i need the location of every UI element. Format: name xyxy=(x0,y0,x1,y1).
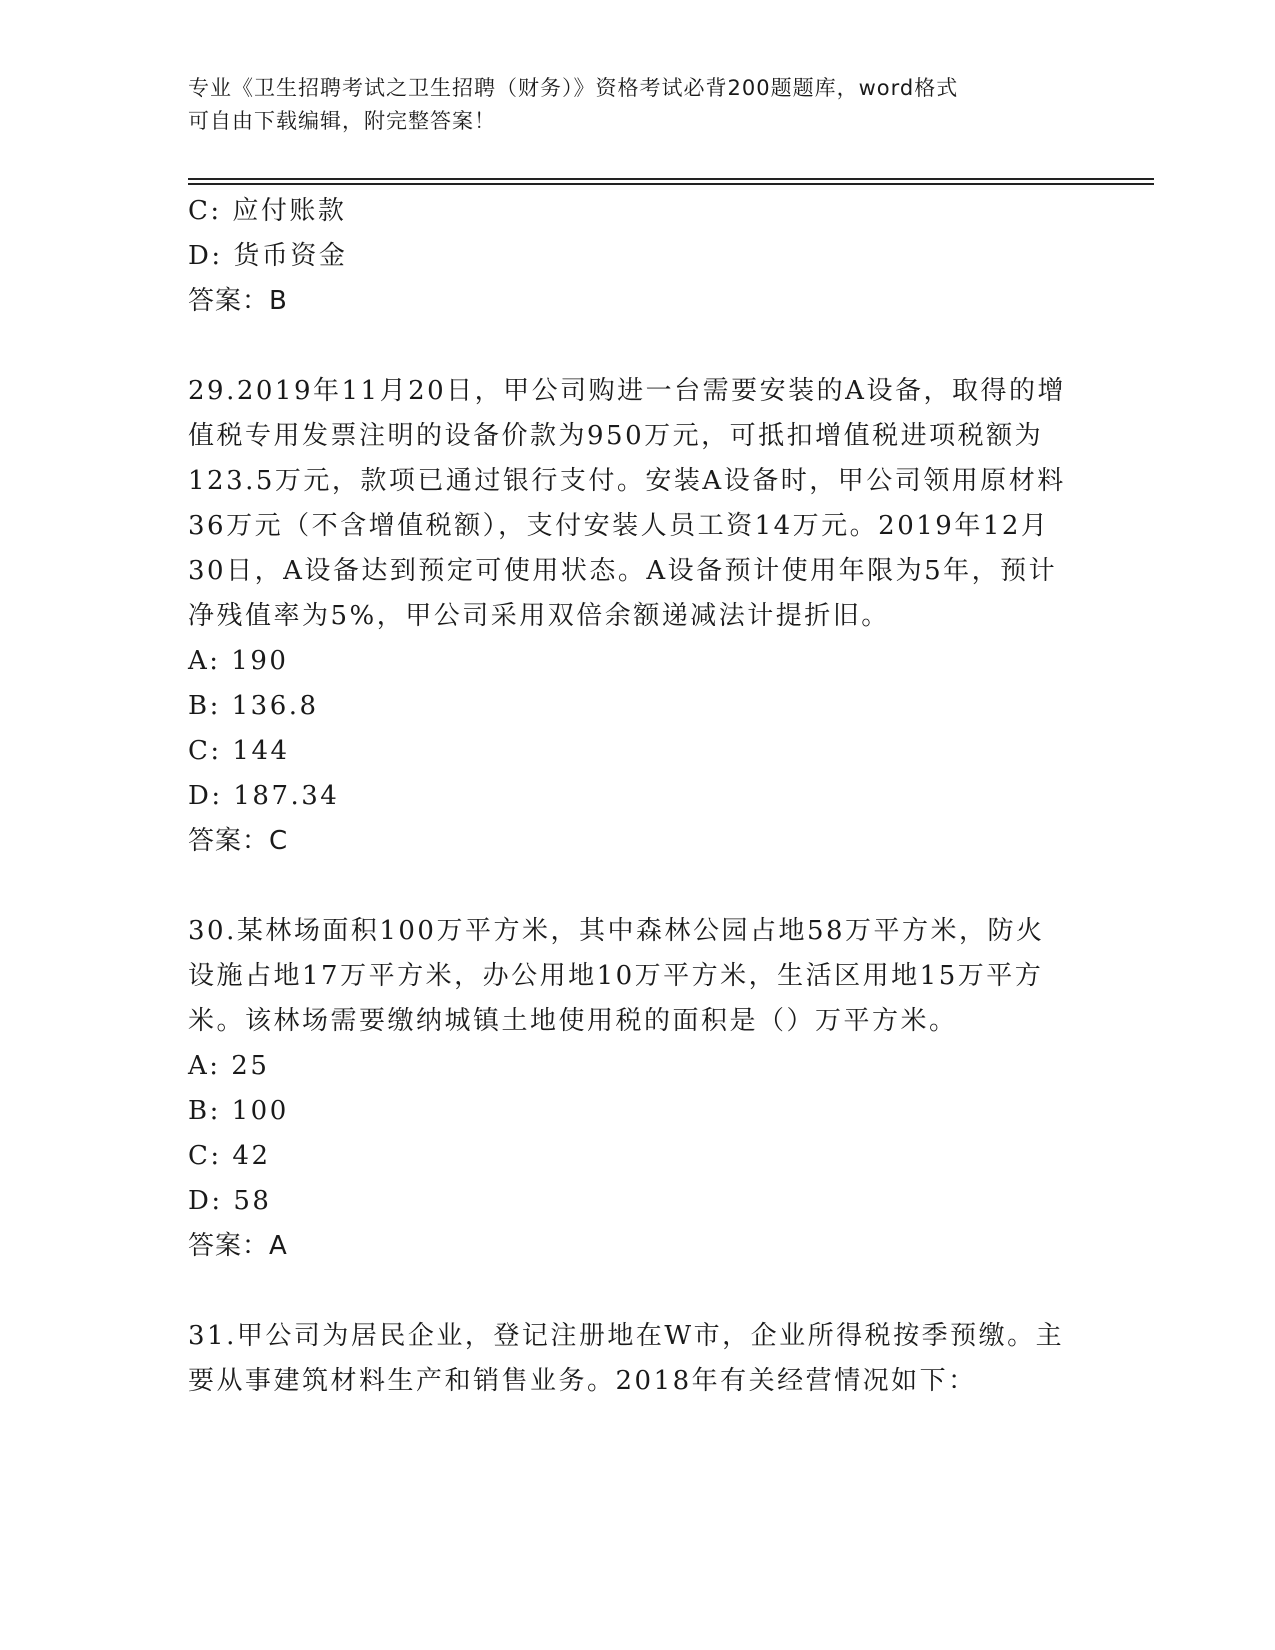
question-spacer xyxy=(188,324,1088,369)
option-d: D: 58 xyxy=(188,1186,272,1216)
question-29 xyxy=(188,369,1088,864)
question-text-line: 要从事建筑材料生产和销售业务。2018年有关经营情况如下： xyxy=(188,1366,977,1396)
option-a: A: 25 xyxy=(188,1051,270,1081)
header-divider-bottom xyxy=(188,183,1154,185)
question-text-line: 31.甲公司为居民企业，登记注册地在W市，企业所得税按季预缴。主 xyxy=(188,1321,1065,1351)
option-b: B: 100 xyxy=(188,1096,289,1126)
question-text-line: 30日，A设备达到预定可使用状态。A设备预计使用年限为5年，预计 xyxy=(188,556,1058,586)
question-text-line: 米。该林场需要缴纳城镇土地使用税的面积是（）万平方米。 xyxy=(188,1006,958,1036)
header-title-line-1: 专业《卫生招聘考试之卫生招聘（财务）》资格考试必背200题题库，word格式 xyxy=(188,76,959,100)
question-spacer xyxy=(188,1269,1088,1314)
question-text-line: 设施占地17万平方米，办公用地10万平方米，生活区用地15万平方 xyxy=(188,961,1044,991)
option-a: A: 190 xyxy=(188,646,289,676)
answer-line: 答案：C xyxy=(188,826,289,856)
header-title-line-2: 可自由下载编辑，附完整答案！ xyxy=(188,109,496,133)
question-30 xyxy=(188,909,1088,1269)
question-spacer xyxy=(188,864,1088,909)
option-b: B: 136.8 xyxy=(188,691,319,721)
question-28-tail xyxy=(188,189,1088,324)
header-divider-top xyxy=(188,178,1154,180)
option-c: C: 144 xyxy=(188,736,290,766)
question-text-line: 29.2019年11月20日，甲公司购进一台需要安装的A设备，取得的增 xyxy=(188,376,1066,406)
answer-line: 答案：A xyxy=(188,1231,288,1261)
answer-line: 答案：B xyxy=(188,286,288,316)
page-header xyxy=(188,72,1068,138)
question-text-line: 净残值率为5%，甲公司采用双倍余额递减法计提折旧。 xyxy=(188,601,890,631)
document-body xyxy=(188,189,1088,1404)
question-text-line: 123.5万元，款项已通过银行支付。安装A设备时，甲公司领用原材料 xyxy=(188,466,1066,496)
option-d: D: 187.34 xyxy=(188,781,340,811)
option-d: D: 货币资金 xyxy=(188,241,348,271)
question-text-line: 30.某林场面积100万平方米，其中森林公园占地58万平方米，防火 xyxy=(188,916,1045,946)
question-text-line: 值税专用发票注明的设备价款为950万元，可抵扣增值税进项税额为 xyxy=(188,421,1044,451)
question-31 xyxy=(188,1314,1088,1404)
option-c: C: 42 xyxy=(188,1141,271,1171)
question-text-line: 36万元（不含增值税额），支付安装人员工资14万元。2019年12月 xyxy=(188,511,1050,541)
option-c: C: 应付账款 xyxy=(188,196,347,226)
